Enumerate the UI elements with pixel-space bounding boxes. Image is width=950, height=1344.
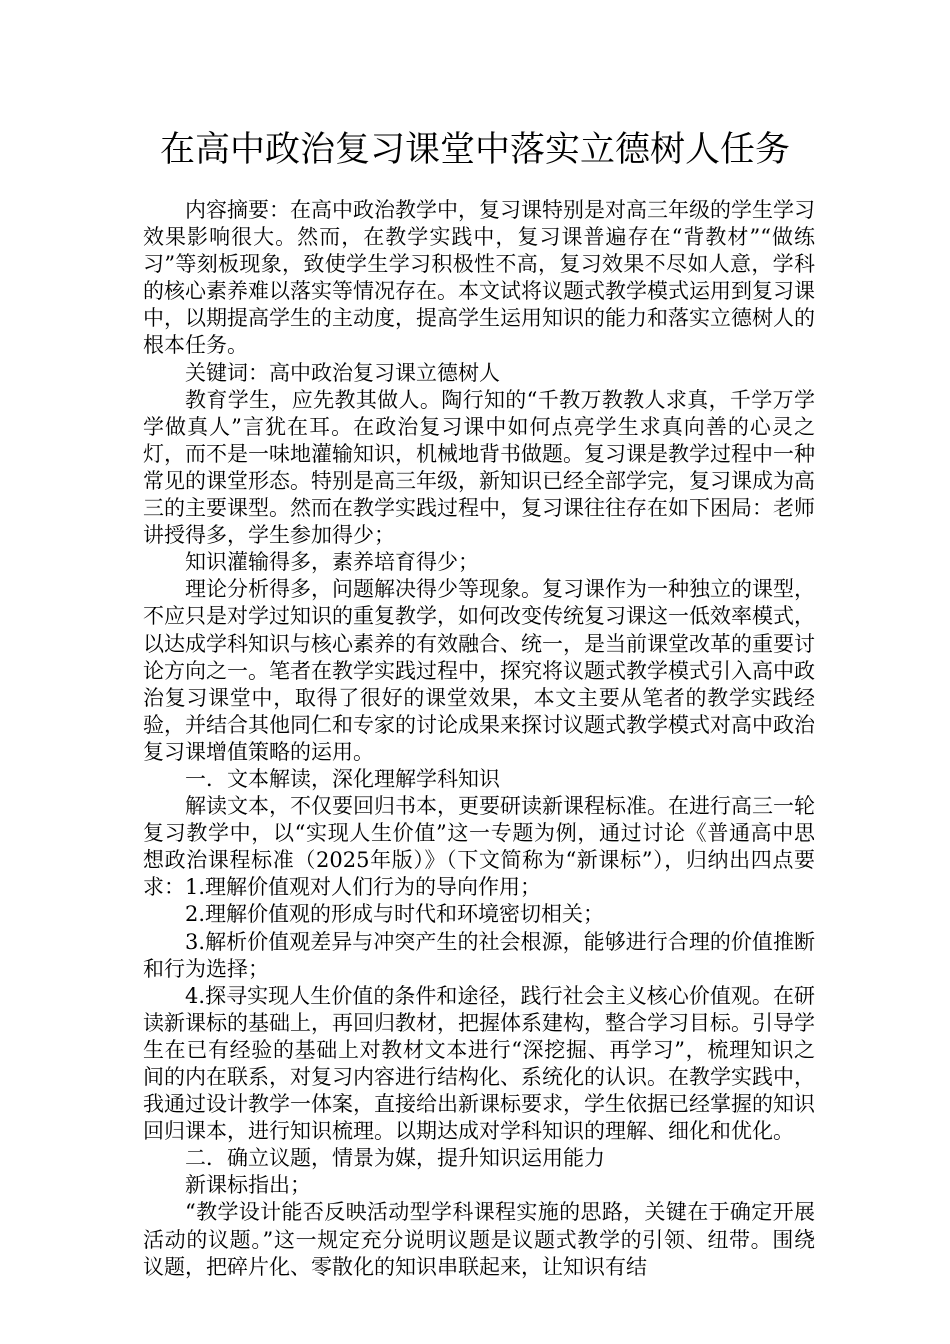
body-paragraph: 4.探寻实现人生价值的条件和途径，践行社会主义核心价值观。在研读新课标的基础上，再回归教材，把握体系建构，整合学习目标。引导学生在已有经验的基础上对教材文本进行“深挖掘、再学习”，梳理知识之间的内在联系，对复习内容进行结构化、系统化的认识。在教学实践中，我通过设计教学一体案，直接给出新课标要求，学生依据已经掌握的知识回归课本，进行知识梳理。以期达成对学科知识的理解、细化和优化。 [143, 983, 815, 1144]
document-body [143, 197, 815, 1281]
abstract-paragraph: 内容摘要：在高中政治教学中，复习课特别是对高三年级的学生学习效果影响很大。然而，在教学实践中，复习课普遍存在“背教材”“做练习”等刻板现象，致使学生学习积极性不高，复习效果不尽如人意，学科的核心素养难以落实等情况存在。本文试将议题式教学模式运用到复习课中，以期提高学生的主动度，提高学生运用知识的能力和落实立德树人的根本任务。 [143, 198, 815, 358]
body-paragraph: 教育学生，应先教其做人。陶行知的“千教万教教人求真，千学万学学做真人”言犹在耳。在政治复习课中如何点亮学生求真向善的心灵之灯，而不是一味地灌输知识，机械地背书做题。复习课是教学过程中一种常见的课堂形态。特别是高三年级，新知识已经全部学完，复习课成为高三的主要课型。然而在教学实践过程中，复习课往往存在如下困局：老师讲授得多，学生参加得少； [143, 387, 815, 548]
body-paragraph: 新课标指出； [185, 1173, 311, 1198]
body-paragraph: 理论分析得多，问题解决得少等现象。复习课作为一种独立的课型，不应只是对学过知识的重复教学，如何改变传统复习课这一低效率模式，以达成学科知识与核心素养的有效融合、统一，是当前课堂改革的重要讨论方向之一。笔者在教学实践过程中，探究将议题式教学模式引入高中政治复习课堂中，取得了很好的课堂效果，本文主要从笔者的教学实践经验，并结合其他同仁和专家的讨论成果来探讨议题式教学模式对高中政治复习课增值策略的运用。 [143, 577, 815, 764]
body-paragraph: 解读文本，不仅要回归书本，更要研读新课程标准。在进行高三一轮复习教学中，以“实现人生价值”这一专题为例，通过讨论《普通高中思想政治课程标准（2025年版）》（下文简称为“新课标”），归纳出四点要求：1.理解价值观对人们行为的导向作用； [143, 794, 815, 900]
section-heading: 二．确立议题，情景为媒，提升知识运用能力 [185, 1146, 605, 1171]
keywords-paragraph: 关键词：高中政治复习课立德树人 [185, 360, 500, 385]
section-heading: 一．文本解读，深化理解学科知识 [185, 766, 500, 791]
body-paragraph: 知识灌输得多，素养培育得少； [185, 550, 479, 575]
body-paragraph: “教学设计能否反映活动型学科课程实施的思路，关键在于确定开展活动的议题。”这一规定充分说明议题是议题式教学的引领、纽带。围绕议题，把碎片化、零散化的知识串联起来，让知识有结 [143, 1200, 815, 1279]
document-title: 在高中政治复习课堂中落实立德树人任务 [159, 130, 790, 170]
body-paragraph: 2.理解价值观的形成与时代和环境密切相关； [185, 902, 605, 927]
body-paragraph: 3.解析价值观差异与冲突产生的社会根源，能够进行合理的价值推断和行为选择； [143, 929, 815, 981]
